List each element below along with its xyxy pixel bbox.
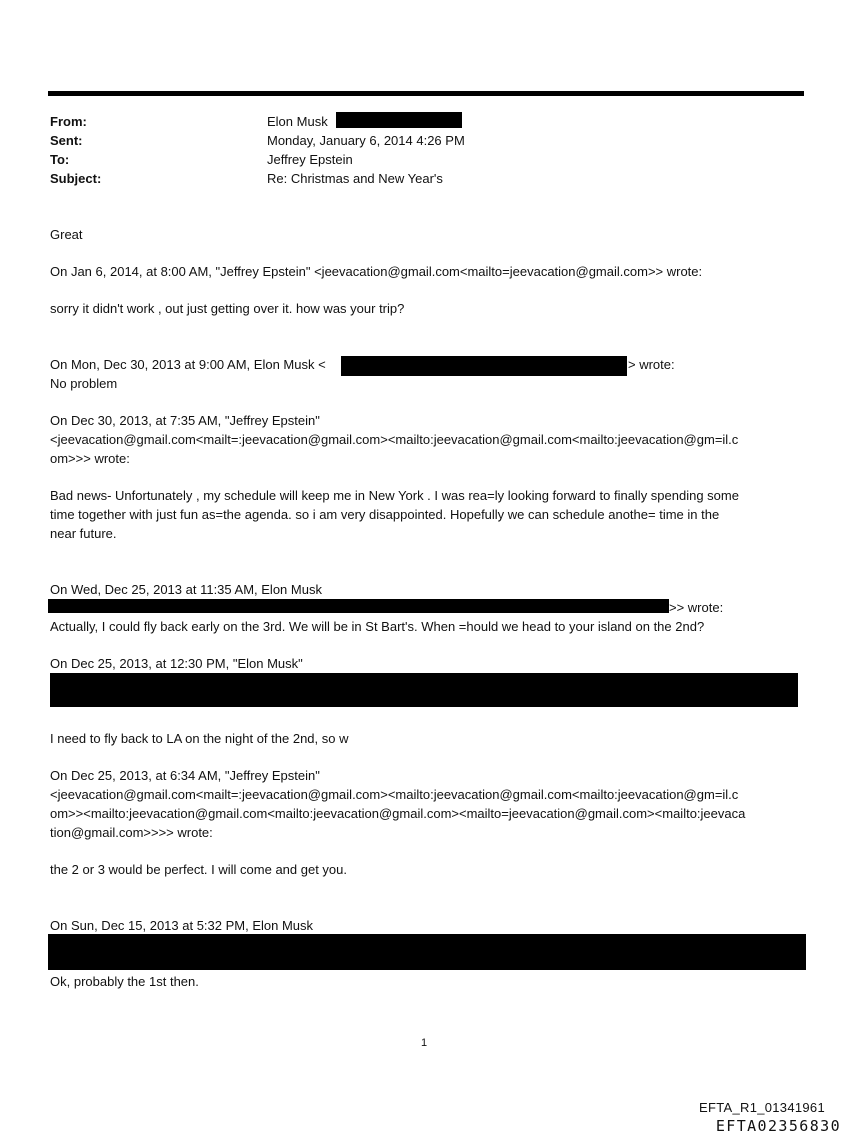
body-line: On Jan 6, 2014, at 8:00 AM, "Jeffrey Epstein" <jeevacation@gmail.com<mailto=jeevacation@gmail.com>> wrote: — [50, 264, 703, 279]
body-line: Actually, I could fly back early on the 3rd. We will be in St Bart's. When =hould we head to your island on the 2nd? — [50, 619, 705, 634]
sent-label: Sent: — [50, 133, 83, 148]
body-line: I need to fly back to LA on the night of the 2nd, so w — [50, 731, 349, 746]
body-line: >> wrote: — [669, 600, 724, 615]
to-label: To: — [50, 152, 70, 167]
body-line: No problem — [50, 376, 118, 391]
subject-value: Re: Christmas and New Year's — [267, 171, 443, 186]
body-line: time together with just fun as=the agenda. so i am very disappointed. Hopefully we can schedule anothe= time in the — [50, 507, 720, 522]
redaction-block — [336, 112, 462, 128]
body-line: om>><mailto:jeevacation@gmail.com<mailto:jeevacation@gmail.com><mailto=jeevacation@gmail.com><mailto:jeevaca — [50, 806, 746, 821]
body-line: Bad news- Unfortunately , my schedule will keep me in New York . I was rea=ly looking forward to finally spending some — [50, 488, 739, 503]
body-line: <jeevacation@gmail.com<mailt=:jeevacation@gmail.com><mailto:jeevacation@gmail.com<mailto:jeevacation@gm=il.c — [50, 787, 739, 802]
subject-label: Subject: — [50, 171, 102, 186]
body-line: On Dec 25, 2013, at 12:30 PM, "Elon Musk" — [50, 656, 303, 671]
body-line: > wrote: — [628, 357, 675, 372]
page-number: 1 — [421, 1037, 428, 1049]
body-line: the 2 or 3 would be perfect. I will come and get you. — [50, 862, 348, 877]
redaction-block — [50, 673, 798, 707]
from-label: From: — [50, 114, 87, 129]
body-line: tion@gmail.com>>>> wrote: — [50, 825, 213, 840]
body-line: near future. — [50, 526, 117, 541]
body-line: Ok, probably the 1st then. — [50, 974, 199, 989]
bates-number-secondary: EFTA02356830 — [715, 1117, 841, 1135]
redaction-block — [48, 599, 669, 613]
redaction-block — [48, 934, 806, 970]
body-line: om>>> wrote: — [50, 451, 130, 466]
to-value: Jeffrey Epstein — [267, 152, 353, 167]
body-line: On Wed, Dec 25, 2013 at 11:35 AM, Elon Musk — [50, 582, 322, 597]
body-line: On Dec 30, 2013, at 7:35 AM, "Jeffrey Epstein" — [50, 413, 320, 428]
from-value: Elon Musk — [267, 114, 328, 129]
body-line: Great — [50, 227, 83, 242]
header-rule — [48, 91, 804, 96]
body-line: sorry it didn't work , out just getting over it. how was your trip? — [50, 301, 405, 316]
body-line: On Dec 25, 2013, at 6:34 AM, "Jeffrey Epstein" — [50, 768, 320, 783]
body-line: On Mon, Dec 30, 2013 at 9:00 AM, Elon Musk < — [50, 357, 326, 372]
body-line: <jeevacation@gmail.com<mailt=:jeevacation@gmail.com><mailto:jeevacation@gmail.com<mailto:jeevacation@gm=il.c — [50, 432, 739, 447]
body-line: On Sun, Dec 15, 2013 at 5:32 PM, Elon Musk — [50, 918, 314, 933]
bates-number-primary: EFTA_R1_01341961 — [699, 1100, 825, 1115]
sent-value: Monday, January 6, 2014 4:26 PM — [267, 133, 465, 148]
redaction-block — [341, 356, 627, 376]
